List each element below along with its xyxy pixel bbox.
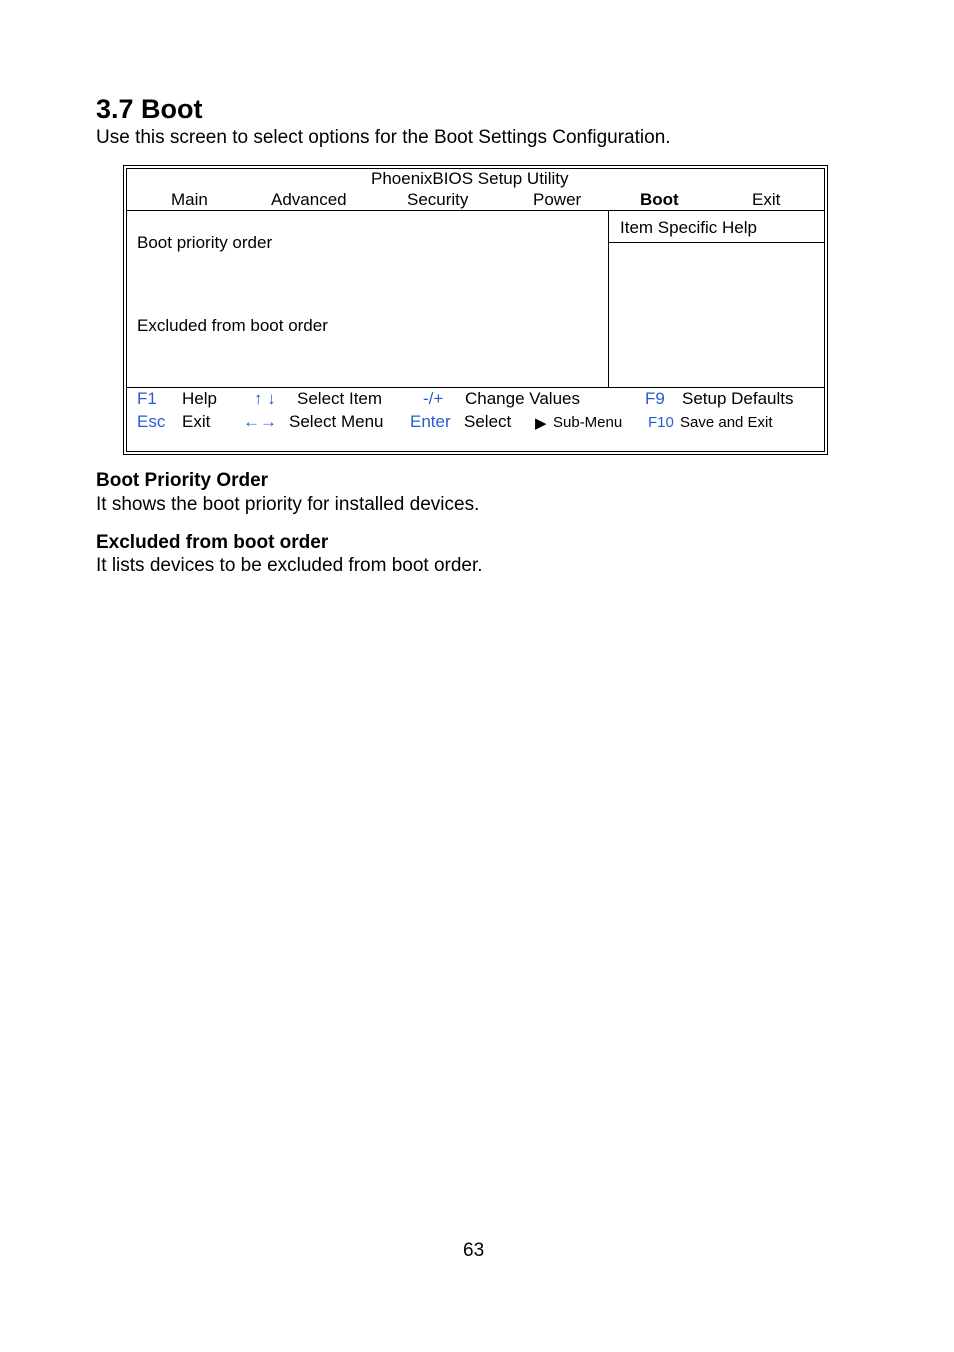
key-arrows-left-right-label: Select Menu [289,412,384,431]
section-heading: 3.7 Boot [96,94,203,124]
key-arrows-up-down-label: Select Item [297,389,383,408]
key-f1: F1 [137,389,157,408]
intro-text: Use this screen to select options for the Boot Settings Configuration. [96,127,671,148]
page-number: 63 [463,1240,485,1261]
key-arrows-left-right: ←→ [243,412,277,431]
bios-title: PhoenixBIOS Setup Utility [371,169,569,188]
key-arrows-up-down: ↑ ↓ [254,389,276,408]
excluded-from-boot-order-text: It lists devices to be excluded from boot order. [96,555,483,576]
help-panel-title: Item Specific Help [620,218,757,237]
menu-divider [126,210,825,211]
menu-tab-main[interactable]: Main [171,190,208,209]
item-boot-priority-order[interactable]: Boot priority order [137,233,273,252]
menu-tab-power[interactable]: Power [533,190,582,209]
submenu-label: Sub-Menu [553,414,623,431]
key-minus-plus: -/+ [423,389,444,408]
key-f1-label: Help [182,389,217,408]
key-f9: F9 [645,389,665,408]
help-title-divider [608,242,825,243]
item-excluded-from-boot-order[interactable]: Excluded from boot order [137,316,328,335]
submenu-triangle-icon: ▶ [535,415,547,432]
menu-tab-security[interactable]: Security [407,190,469,209]
menu-tab-boot[interactable]: Boot [640,190,679,209]
menu-tab-exit[interactable]: Exit [752,190,781,209]
key-f9-label: Setup Defaults [682,389,794,408]
menu-tab-advanced[interactable]: Advanced [271,190,347,209]
key-esc: Esc [137,412,166,431]
key-f10-label: Save and Exit [680,414,773,431]
key-minus-plus-label: Change Values [465,389,580,408]
key-enter-label: Select [464,412,512,431]
key-f10: F10 [648,414,674,431]
excluded-from-boot-order-heading: Excluded from boot order [96,532,329,553]
footer-divider [126,387,825,388]
help-panel-divider [608,210,609,388]
boot-priority-order-heading: Boot Priority Order [96,470,269,491]
key-esc-label: Exit [182,412,211,431]
boot-priority-order-text: It shows the boot priority for installed devices. [96,494,480,515]
key-enter: Enter [410,412,451,431]
